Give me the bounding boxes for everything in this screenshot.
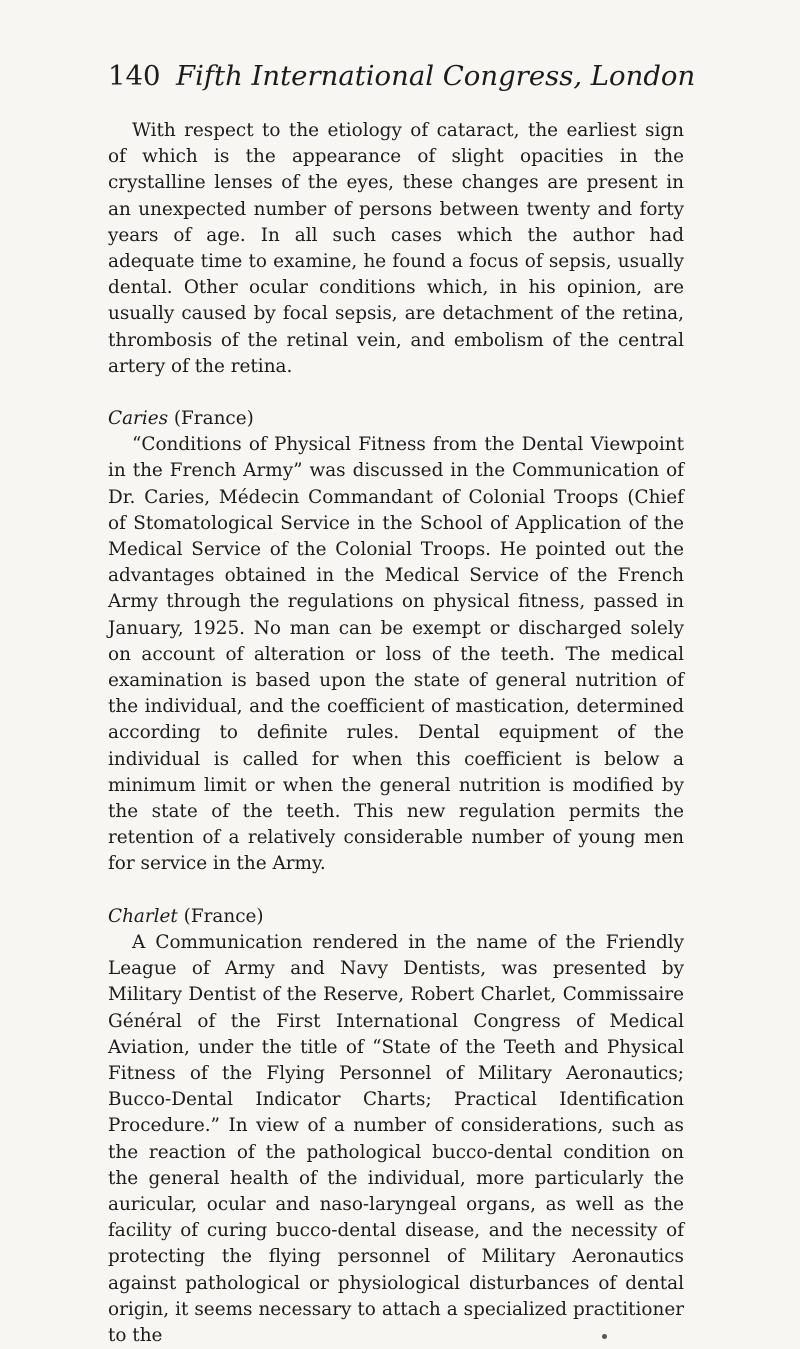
page-number: 140 [108, 60, 161, 92]
paragraph-charlet: A Communication rendered in the name of the Friendly League of Army and Navy Dentists, was presented by Military Dentist of the Reserve, Robert Charlet, Commissaire Général of the First International Congress of Medical Aviation, under the title of “State of the Teeth and Physical Fitness of the Flying Personnel of Military Aeronautics; Bucco-Dental Indicator Charts; Practical Identification Procedure.” In view of a number of considerations, such as the reaction of the pathological bucco-dental condition on the general health of the individual, more particularly the auricular, ocular and naso-laryngeal organs, as well as the facility of curing bucco-dental disease, and the necessity of protecting the flying personnel of Military Aeronautics against pathological or physiological disturbances of dental origin, it seems necessary to attach a specialized practitioner to the [108, 931, 684, 1346]
body-text [108, 118, 684, 1349]
ink-dot [602, 1334, 607, 1339]
author-country: (France) [168, 408, 254, 430]
running-title: Fifth International Congress, London [176, 60, 696, 92]
paragraph-caries: “Conditions of Physical Fitness from the Dental Viewpoint in the French Army” was discussed in the Communication of Dr. Caries, Médecin Commandant of Colonial Troops (Chief of Stomatological Service in the School of Application of the Medical Service of the Colonial Troops. He pointed out the advantages obtained in the Medical Service of the French Army through the regulations on physical fitness, passed in January, 1925. No man can be exempt or discharged solely on account of alteration or loss of the teeth. The medical examination is based upon the state of general nutrition of the individual, and the coefficient of mastication, determined according to definite rules. Dental equipment of the individual is called for when this coefficient is below a minimum limit or when the general nutrition is modified by the state of the teeth. This new regulation permits the retention of a relatively considerable number of young men for service in the Army. [108, 434, 684, 875]
paragraph-cataract: With respect to the etiology of cataract, the earliest sign of which is the appearance of slight opacities in the crystalline lenses of the eyes, these changes are present in an unexpected number of persons between twenty and forty years of age. In all such cases which the author had adequate time to examine, he found a focus of sepsis, usually dental. Other ocular conditions which, in his opinion, are usually caused by focal sepsis, are detachment of the retina, thrombosis of the retinal vein, and embolism of the central artery of the retina. [108, 120, 684, 377]
section-heading-charlet [108, 904, 684, 930]
author-country: (France) [177, 905, 264, 927]
section-heading-caries [108, 406, 684, 432]
author-name: Charlet [108, 905, 178, 927]
running-head [108, 56, 696, 96]
author-name: Caries [108, 408, 169, 430]
